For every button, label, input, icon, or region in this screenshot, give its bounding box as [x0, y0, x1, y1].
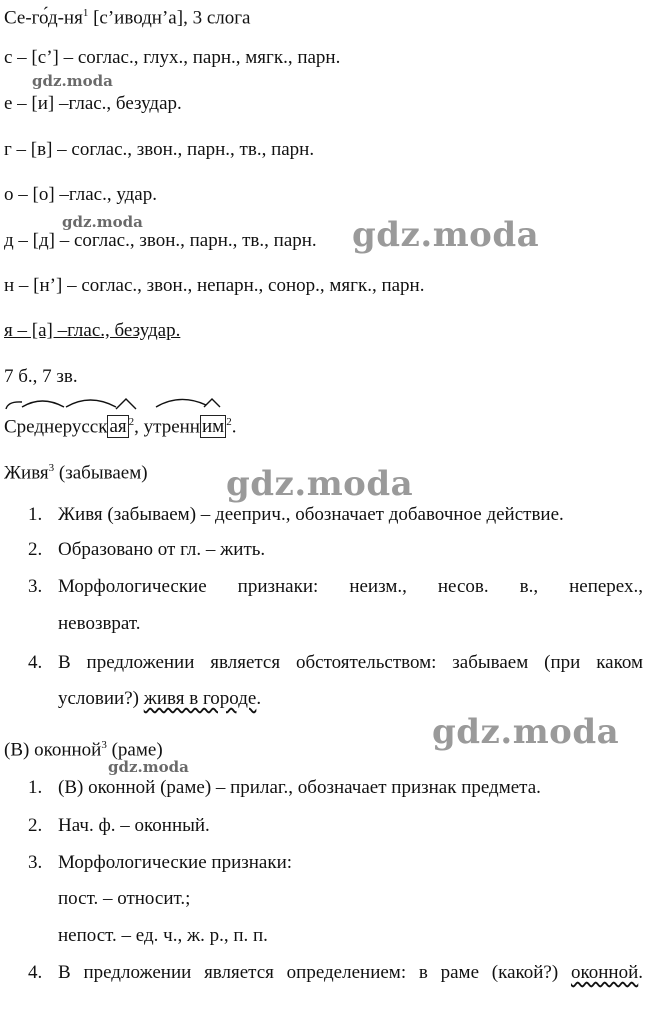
- section1-rest: (забываем): [54, 462, 148, 484]
- prefix-mark: [6, 402, 22, 409]
- title-word: Се-го́д-ня: [4, 7, 83, 29]
- watermark-big-3: gdz.moda: [432, 712, 620, 752]
- item-text: невозврат.: [58, 613, 141, 634]
- attribute-word: оконной: [570, 962, 639, 983]
- root-arc-2: [66, 400, 116, 407]
- item-number: 1.: [28, 777, 43, 798]
- item-number: 2.: [28, 815, 43, 836]
- section2-word: (В) оконной: [4, 739, 102, 761]
- comma: ,: [134, 416, 144, 438]
- item-number: 2.: [28, 539, 43, 560]
- item-text: Морфологические признаки:: [58, 852, 293, 873]
- title-rest: [с’иводн’а], 3 слога: [88, 7, 251, 29]
- section1-heading: [4, 457, 148, 484]
- item-text-c: .: [638, 962, 643, 983]
- item-text: Образовано от гл. – жить.: [58, 539, 266, 560]
- watermark-small-1: gdz.moda: [32, 72, 113, 90]
- item-number: 4.: [28, 962, 43, 983]
- section1-word: Живя: [4, 462, 49, 484]
- word1-ending: ая: [109, 416, 127, 438]
- section1-sup: 3: [48, 462, 55, 474]
- item-text: [58, 962, 643, 984]
- morpheme-marks: [0, 393, 647, 423]
- sound-o: о – [о] –глас., удар.: [4, 184, 157, 205]
- root-arc-3: [156, 399, 206, 407]
- item-text: В предложении является обстоятельством: забываем (при каком: [58, 652, 643, 673]
- word2-root: утренн: [143, 416, 200, 438]
- item-number: 3.: [28, 852, 43, 873]
- phonetic-title: [4, 2, 250, 29]
- sound-ya: я – [а] –глас., безудар.: [4, 320, 181, 341]
- item-number: 1.: [28, 504, 43, 525]
- section2-rest: (раме): [106, 739, 163, 761]
- suffix-mark-2: [204, 399, 220, 407]
- sound-d: д – [д] – соглас., звон., парн., тв., парн.: [4, 230, 317, 251]
- item-number: 4.: [28, 652, 43, 673]
- item-number: 3.: [28, 576, 43, 597]
- suffix-mark: [116, 399, 136, 409]
- watermark-big-2: gdz.moda: [226, 464, 414, 504]
- watermark-small-3: gdz.moda: [108, 758, 189, 776]
- word2-ending: им: [201, 416, 225, 438]
- item-text-a: В предложении является определением: в раме (какой?): [58, 962, 571, 983]
- letter-sound-count: 7 б., 7 зв.: [4, 366, 78, 387]
- item-text: [58, 688, 643, 710]
- item-text: Живя (забываем) – дееприч., обозначает добавочное действие.: [58, 504, 564, 525]
- item-text: непост. – ед. ч., ж. р., п. п.: [58, 925, 268, 946]
- word1-sup: 2: [128, 416, 135, 428]
- period: .: [231, 416, 237, 438]
- watermark-small-2: gdz.moda: [62, 213, 143, 231]
- title-sup: 1: [82, 7, 89, 19]
- sound-e: е – [и] –глас., безудар.: [4, 93, 182, 114]
- item-text: (В) оконной (раме) – прилаг., обозначает признак предмета.: [58, 777, 541, 798]
- item-text-a: условии?): [58, 688, 144, 709]
- item-text-c: .: [256, 688, 262, 709]
- word1-root: Среднерусск: [4, 416, 108, 438]
- watermark-big-1: gdz.moda: [352, 215, 540, 255]
- sound-n: н – [н’] – соглас., звон., непарн., сонор., мягк., парн.: [4, 275, 425, 296]
- item-text: Морфологические признаки: неизм., несов. в., неперех.,: [58, 576, 643, 597]
- item-text: Нач. ф. – оконный.: [58, 815, 210, 836]
- root-arc-1: [22, 401, 64, 407]
- section2-sup: 3: [101, 739, 107, 751]
- sound-g: г – [в] – соглас., звон., парн., тв., парн.: [4, 139, 315, 160]
- item-text: пост. – относит.;: [58, 888, 191, 909]
- adverbial-phrase: живя в городе: [143, 688, 257, 709]
- sound-s: с – [с’] – соглас., глух., парн., мягк., парн.: [4, 47, 341, 68]
- word2-sup: 2: [226, 416, 232, 428]
